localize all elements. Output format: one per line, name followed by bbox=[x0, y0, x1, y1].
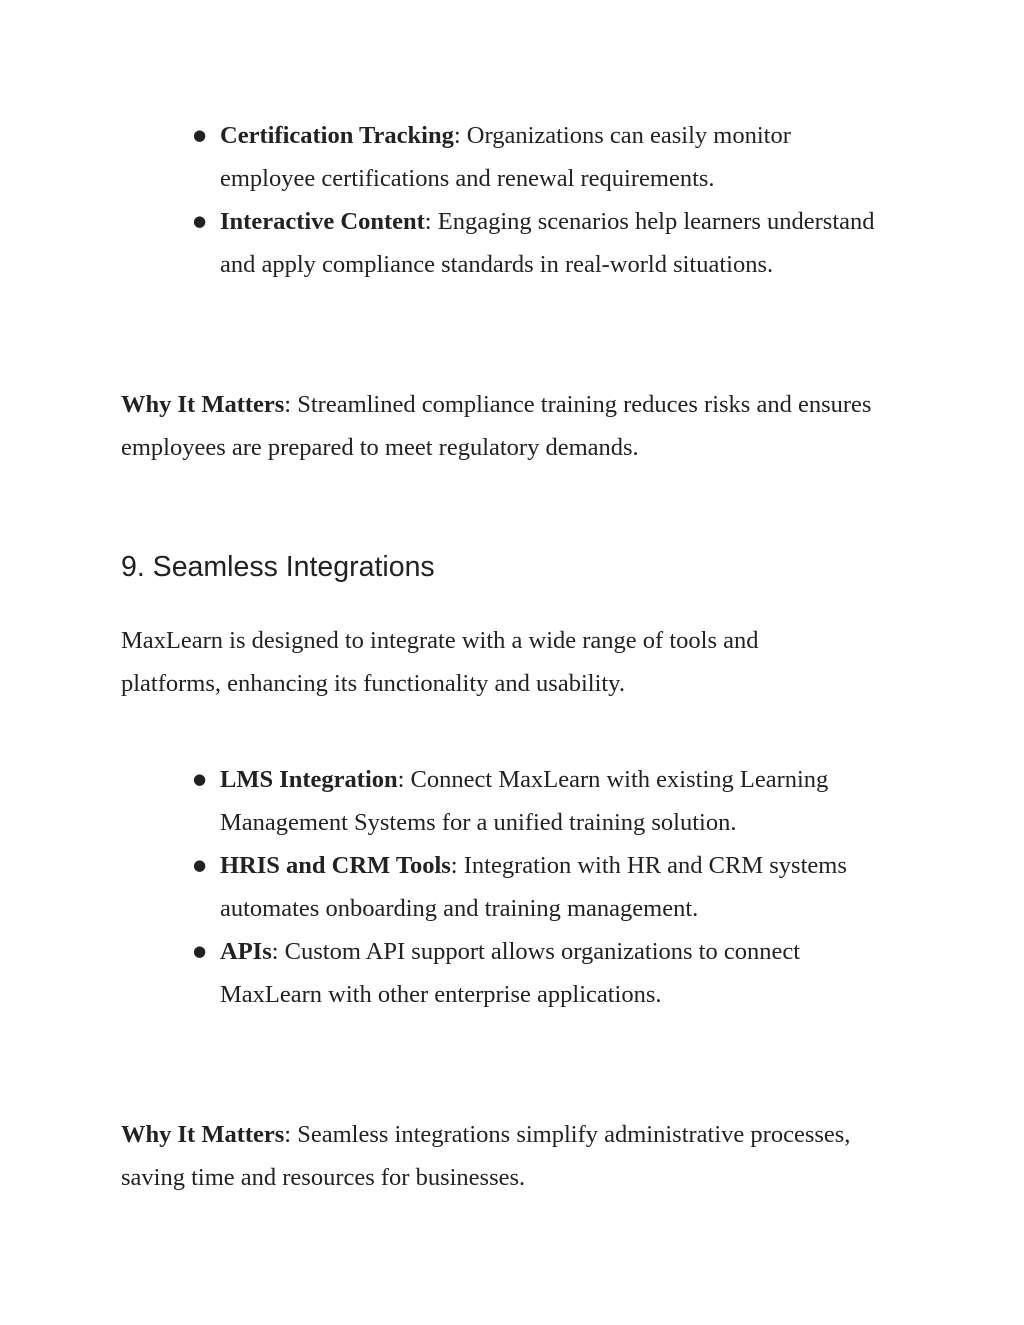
bullet-icon: ● bbox=[193, 212, 207, 230]
list-item-term: HRIS and CRM Tools bbox=[220, 852, 451, 879]
section-intro-paragraph: MaxLearn is designed to integrate with a wide range of tools and platforms, enhancing its functionality and usability. bbox=[121, 627, 759, 697]
why-it-matters-paragraph bbox=[121, 383, 901, 469]
list-item-text: : Organizations can easily monitor employee certifications and renewal requirements. bbox=[220, 122, 791, 192]
why-it-matters-text: : Seamless integrations simplify administrative processes, saving time and resources for businesses. bbox=[121, 1121, 851, 1191]
list-item bbox=[190, 114, 880, 200]
feature-list-integrations bbox=[190, 758, 890, 1016]
bullet-icon: ● bbox=[193, 126, 207, 144]
list-item-text: : Engaging scenarios help learners understand and apply compliance standards in real-world situations. bbox=[220, 208, 875, 278]
why-it-matters-text: : Streamlined compliance training reduces risks and ensures employees are prepared to meet regulatory demands. bbox=[121, 391, 872, 461]
bullet-icon: ● bbox=[193, 770, 207, 788]
list-item-text: : Custom API support allows organizations to connect MaxLearn with other enterprise applications. bbox=[220, 938, 801, 1008]
list-item-text: : Connect MaxLearn with existing Learning Management Systems for a unified training solution. bbox=[220, 766, 829, 836]
why-it-matters-paragraph bbox=[121, 1113, 861, 1199]
list-item-term: LMS Integration bbox=[220, 766, 398, 793]
why-it-matters-label: Why It Matters bbox=[121, 1121, 285, 1148]
list-item-term: APIs bbox=[220, 938, 272, 965]
list-item-term: Certification Tracking bbox=[220, 122, 454, 149]
why-it-matters-label: Why It Matters bbox=[121, 391, 285, 418]
list-item-term: Interactive Content bbox=[220, 208, 425, 235]
bullet-icon: ● bbox=[193, 856, 207, 874]
list-item bbox=[190, 200, 880, 286]
list-item bbox=[190, 758, 890, 844]
list-item bbox=[190, 844, 890, 930]
feature-list-compliance bbox=[190, 114, 880, 286]
bullet-icon: ● bbox=[193, 942, 207, 960]
list-item bbox=[190, 930, 890, 1016]
section-heading: 9. Seamless Integrations bbox=[121, 551, 435, 583]
list-item-text: : Integration with HR and CRM systems automates onboarding and training management. bbox=[220, 852, 847, 922]
